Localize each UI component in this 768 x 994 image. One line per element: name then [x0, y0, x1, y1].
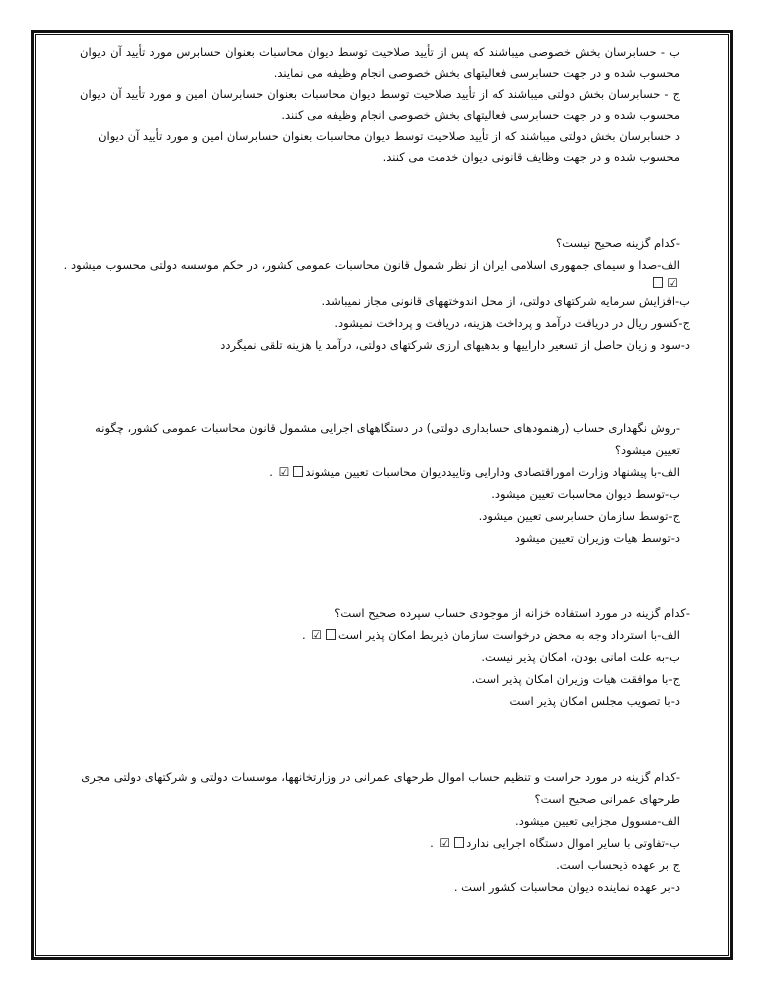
intro-line: محسوب شده و در جهت حسابرسی فعالیتهای بخش خصوصی انجام وظیفه می نمایند.: [273, 66, 680, 80]
option-a: الف-با استرداد وجه به محض درخواست سازمان ذیربط امکان پذیر است☑ .: [80, 624, 680, 646]
option-text: ب-به علت امانی بودن، امکان پذیر نیست.: [481, 650, 680, 664]
option-b: [80, 483, 680, 505]
question-block-3: [80, 602, 690, 712]
question-block-4: [80, 766, 680, 898]
option-text: الف-با پیشنهاد وزارت اموراقتصادی ودارایی وتاییددیوان محاسبات تعیین میشوند: [305, 465, 680, 479]
option-text: ج-توسط سازمان حسابرسی تعیین میشود.: [478, 509, 680, 523]
empty-box-icon: [293, 466, 303, 477]
question-text: -روش نگهداری حساب (رهنمودهای حسابداری دولتی) در دستگاههای اجرایی مشمول قانون محاسبات عمومی کشور، چگونه تعیین میشود؟: [95, 421, 680, 457]
option-a: الف-با پیشنهاد وزارت اموراقتصادی ودارایی وتاییددیوان محاسبات تعیین میشوند☑ .: [80, 461, 680, 483]
intro-line: ب - حسابرسان بخش خصوصی میباشند که پس از تأیید صلاحیت توسط دیوان محاسبات بعنوان حسابرس مورد تأیید آن دیوان: [80, 45, 680, 59]
option-d: [80, 876, 680, 898]
option-a: [63, 254, 680, 276]
intro-line: محسوب شده و در جهت حسابرسی فعالیتهای بخش خصوصی انجام وظیفه می کنند.: [281, 108, 680, 122]
empty-box-icon: [326, 629, 336, 640]
option-b: [80, 646, 680, 668]
option-text: د-توسط هیات وزیران تعیین میشود: [514, 531, 680, 545]
intro-line: ج - حسابرسان بخش دولتی میباشند که از تأیید صلاحیت توسط دیوان محاسبات بعنوان حسابرسان امین و مورد تأیید آن دیوان: [80, 87, 680, 101]
empty-box-icon: [454, 837, 464, 848]
option-text: د-با تصویب مجلس امکان پذیر است: [509, 694, 680, 708]
check-icon: ☑: [439, 836, 451, 850]
option-text: الف-با استرداد وجه به محض درخواست سازمان ذیربط امکان پذیر است: [338, 628, 680, 642]
option-d: [80, 690, 680, 712]
intro-block: [80, 44, 680, 165]
option-text: ب-تفاوتی با سایر اموال دستگاه اجرایی ندارد: [466, 836, 680, 850]
option-text: د-بر عهده نماینده دیوان محاسبات کشور است .: [453, 880, 680, 894]
question-block-2: [80, 417, 680, 549]
intro-line: محسوب شده و در جهت وظایف قانونی دیوان خدمت می کنند.: [382, 150, 680, 164]
answer-mark-row: [80, 276, 680, 290]
question-text: -کدام گزینه در مورد حراست و تنظیم حساب اموال طرحهای عمرانی در وزارتخانهها، موسسات دولتی و شرکتهای دولتی مجری طرحهای عمرانی صحیح است؟: [81, 770, 680, 806]
option-d: [80, 334, 690, 356]
option-d: [80, 527, 680, 549]
check-icon: ☑: [278, 465, 290, 479]
question-block-1: [63, 232, 690, 356]
option-a: [80, 810, 680, 832]
option-text: ب-افزایش سرمایه شرکتهای دولتی، از محل اندوختههای قانونی مجاز نمیباشد.: [321, 294, 690, 308]
option-text: الف-مسوول مجزایی تعیین میشود.: [515, 814, 680, 828]
question-text: -کدام گزینه صحیح نیست؟: [555, 236, 680, 250]
option-text: ج-با موافقت هیات وزیران امکان پذیر است.: [471, 672, 680, 686]
check-icon: ☑: [667, 276, 678, 290]
empty-box-icon: [653, 277, 663, 288]
option-b: ب-تفاوتی با سایر اموال دستگاه اجرایی ندارد☑ .: [80, 832, 680, 854]
option-c: [80, 312, 690, 334]
intro-line: د حسابرسان بخش دولتی میباشند که از تأیید صلاحیت توسط دیوان محاسبات بعنوان حسابرسان امین و مورد تأیید آن دیوان: [98, 129, 680, 143]
option-c: [80, 668, 680, 690]
question-text: -کدام گزینه در مورد استفاده خزانه از موجودی حساب سپرده صحیح است؟: [334, 606, 690, 620]
option-text: ب-توسط دیوان محاسبات تعیین میشود.: [491, 487, 680, 501]
option-text: ج بر عهده ذیحساب است.: [556, 858, 680, 872]
option-b: [80, 290, 690, 312]
option-text: الف-صدا و سیمای جمهوری اسلامی ایران از نظر شمول قانون محاسبات عمومی کشور، در حکم موسسه دولتی محسوب میشود .: [63, 258, 680, 272]
option-text: ج-کسور ریال در دریافت درآمد و پرداخت هزینه، دریافت و پرداخت نمیشود.: [334, 316, 690, 330]
check-icon: ☑: [311, 628, 323, 642]
option-c: [80, 505, 680, 527]
option-c: [80, 854, 680, 876]
option-text: د-سود و زیان حاصل از تسعیر داراییها و بدهیهای ارزی شرکتهای دولتی، درآمد یا هزینه تلقی نمیگردد: [220, 338, 690, 352]
